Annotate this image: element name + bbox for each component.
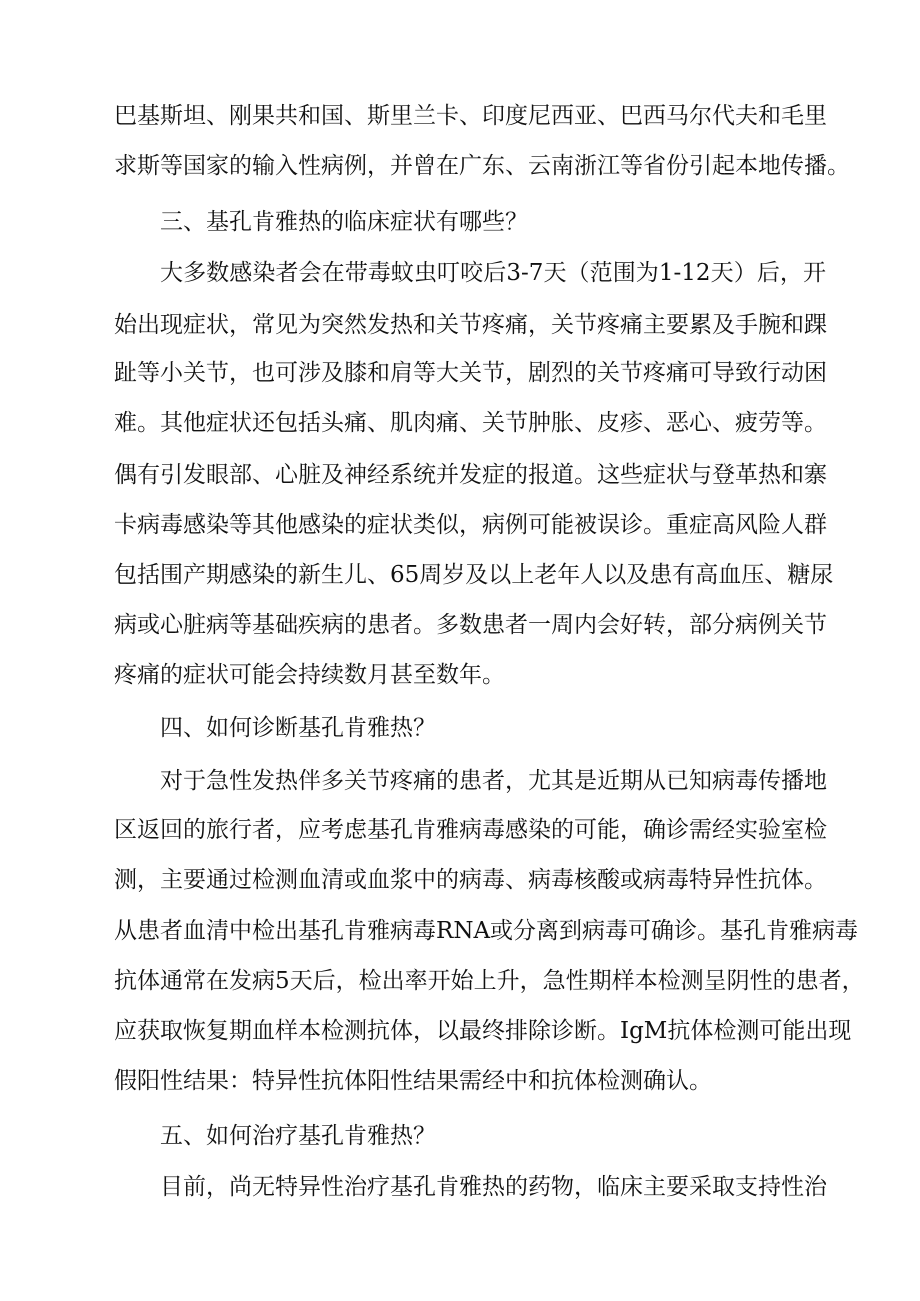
- paragraph-line: 求斯等国家的输入性病例，并曾在广东、云南浙江等省份引起本地传播。: [114, 153, 850, 179]
- paragraph-line: 测，主要通过检测血清或血浆中的病毒、病毒核酸或病毒特异性抗体。: [114, 867, 827, 893]
- section-heading-5: 五、如何治疗基孔肯雅热？: [160, 1123, 436, 1149]
- paragraph-line: 假阳性结果：特异性抗体阳性结果需经中和抗体检测确认。: [114, 1068, 712, 1094]
- paragraph-line: 区返回的旅行者，应考虑基孔肯雅病毒感染的可能，确诊需经实验室检: [114, 817, 827, 843]
- paragraph-line: 目前，尚无特异性治疗基孔肯雅热的药物，临床主要采取支持性治: [160, 1174, 827, 1200]
- paragraph-line: 难。其他症状还包括头痛、肌肉痛、关节肿胀、皮疹、恶心、疲劳等。: [114, 410, 827, 436]
- paragraph-line: 对于急性发热伴多关节疼痛的患者，尤其是近期从已知病毒传播地: [160, 768, 827, 794]
- paragraph-line: 应获取恢复期血样本检测抗体，以最终排除诊断。IgM抗体检测可能出现: [114, 1018, 852, 1044]
- paragraph-line: 巴基斯坦、刚果共和国、斯里兰卡、印度尼西亚、巴西马尔代夫和毛里: [114, 103, 827, 129]
- paragraph-line: 偶有引发眼部、心脏及神经系统并发症的报道。这些症状与登革热和寨: [114, 462, 827, 488]
- paragraph-line: 从患者血清中检出基孔肯雅病毒RNA或分离到病毒可确诊。基孔肯雅病毒: [114, 918, 859, 944]
- section-heading-3: 三、基孔肯雅热的临床症状有哪些？: [160, 209, 528, 235]
- paragraph-line: 卡病毒感染等其他感染的症状类似，病例可能被误诊。重症高风险人群: [114, 512, 827, 538]
- paragraph-line: 始出现症状，常见为突然发热和关节疼痛，关节疼痛主要累及手腕和踝: [114, 312, 827, 338]
- paragraph-line: 病或心脏病等基础疾病的患者。多数患者一周内会好转，部分病例关节: [114, 612, 827, 638]
- paragraph-line: 趾等小关节，也可涉及膝和肩等大关节，剧烈的关节疼痛可导致行动困: [114, 360, 827, 386]
- paragraph-line: 包括围产期感染的新生儿、65周岁及以上老年人以及患有高血压、糖尿: [114, 562, 834, 588]
- paragraph-line: 抗体通常在发病5天后，检出率开始上升，急性期样本检测呈阴性的患者，: [114, 968, 865, 994]
- paragraph-line: 疼痛的症状可能会持续数月甚至数年。: [114, 662, 505, 688]
- section-heading-4: 四、如何诊断基孔肯雅热？: [160, 715, 436, 741]
- paragraph-line: 大多数感染者会在带毒蚊虫叮咬后3-7天（范围为1-12天）后，开: [160, 260, 826, 286]
